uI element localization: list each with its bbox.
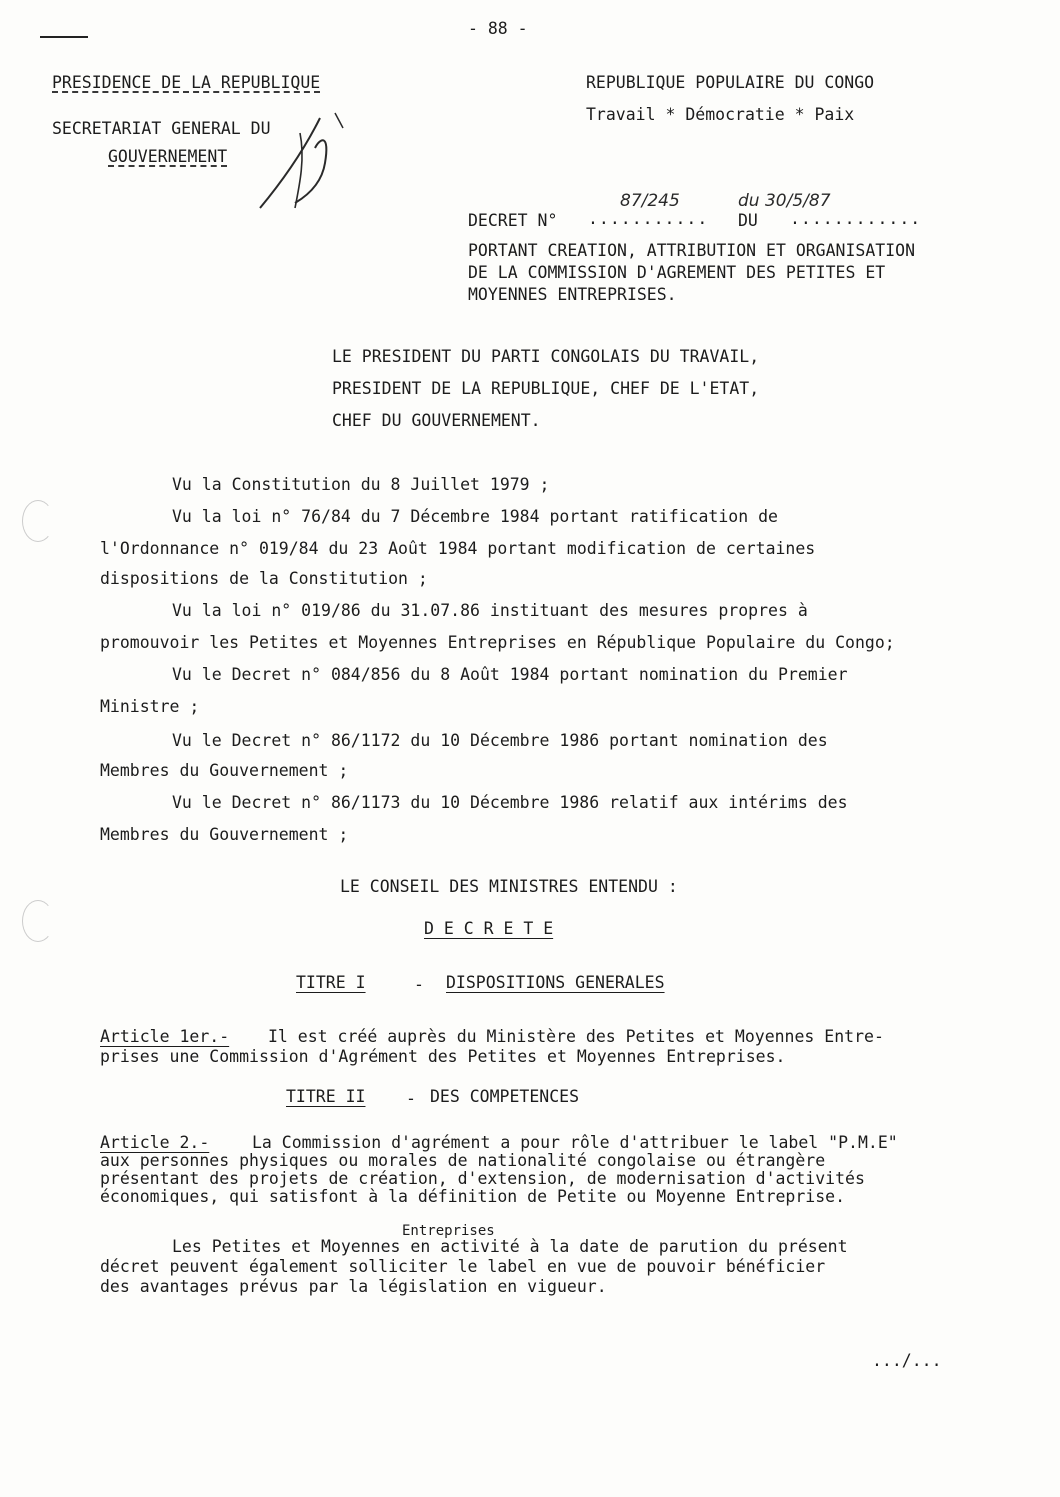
decree-date-handwritten: du 30/5/87: [738, 191, 831, 211]
visa-line: Vu le Decret n° 084/856 du 8 Août 1984 portant nomination du Premier: [172, 665, 848, 684]
page-number: - 88 -: [468, 19, 528, 38]
article2-paragraph-line: décret peuvent également solliciter le label en vue de pouvoir bénéficier: [100, 1257, 826, 1276]
decree-dots-number: ...........: [588, 209, 709, 228]
president-line: PRESIDENT DE LA REPUBLIQUE, CHEF DE L'ETAT,: [332, 379, 760, 398]
visa-line: Ministre ;: [100, 697, 200, 716]
visa-line: Membres du Gouvernement ;: [100, 825, 349, 844]
visa-line: Vu le Decret n° 86/1173 du 10 Décembre 1986 relatif aux intérims des: [172, 793, 848, 812]
header-motto: Travail * Démocratie * Paix: [586, 105, 855, 124]
article2-line: présentant des projets de création, d'extension, de modernisation d'activités: [100, 1169, 865, 1188]
article2-paragraph-line: Les Petites et Moyennes en activité à la date de parution du présent: [172, 1237, 848, 1256]
visa-line: Vu la loi n° 76/84 du 7 Décembre 1984 portant ratification de: [172, 507, 778, 526]
article2-line: économiques, qui satisfont à la définition de Petite ou Moyenne Entreprise.: [100, 1187, 846, 1206]
article2-paragraph-line: des avantages prévus par la législation en vigueur.: [100, 1277, 607, 1296]
titre1-label: TITRE I: [296, 973, 366, 992]
titre2-name: DES COMPETENCES: [430, 1087, 580, 1106]
article2-label: Article 2.-: [100, 1133, 210, 1152]
punch-hole: [22, 900, 54, 942]
continuation-mark: .../...: [872, 1351, 942, 1370]
punch-hole: [22, 500, 54, 542]
titre1-separator: -: [414, 975, 424, 994]
visa-line: l'Ordonnance n° 019/84 du 23 Août 1984 portant modification de certaines: [100, 539, 816, 558]
decree-number-handwritten: 87/245: [620, 191, 680, 211]
article1-label: Article 1er.-: [100, 1027, 230, 1046]
visa-line: Vu le Decret n° 86/1172 du 10 Décembre 1986 portant nomination des: [172, 731, 828, 750]
decree-subject-line: DE LA COMMISSION D'AGREMENT DES PETITES ET: [468, 263, 886, 282]
visa-line: Vu la loi n° 019/86 du 31.07.86 instituant des mesures propres à: [172, 601, 808, 620]
decree-subject-line: MOYENNES ENTREPRISES.: [468, 285, 677, 304]
article1-line: prises une Commission d'Agrément des Petites et Moyennes Entreprises.: [100, 1047, 786, 1066]
council-line: LE CONSEIL DES MINISTRES ENTENDU :: [340, 877, 678, 896]
decree-subject-line: PORTANT CREATION, ATTRIBUTION ET ORGANISATION: [468, 241, 916, 260]
header-secretariat: SECRETARIAT GENERAL DU: [52, 119, 271, 138]
visa-line: promouvoir les Petites et Moyennes Entreprises en République Populaire du Congo;: [100, 633, 895, 652]
titre2-separator: -: [406, 1089, 416, 1108]
margin-mark: [40, 36, 88, 38]
header-republique: REPUBLIQUE POPULAIRE DU CONGO: [586, 73, 875, 92]
visa-line: Membres du Gouvernement ;: [100, 761, 349, 780]
decree-dots-date: ............: [790, 209, 922, 228]
article2-line: La Commission d'agrément a pour rôle d'attribuer le label "P.M.E": [252, 1133, 898, 1152]
president-line: LE PRESIDENT DU PARTI CONGOLAIS DU TRAVAIL,: [332, 347, 760, 366]
header-gouvernement: GOUVERNEMENT: [108, 147, 228, 166]
signature-mark: [245, 108, 355, 218]
titre2-label: TITRE II: [286, 1087, 366, 1106]
article2-line: aux personnes physiques ou morales de nationalité congolaise ou étrangère: [100, 1151, 826, 1170]
decrete-heading: D E C R E T E: [424, 919, 554, 938]
article2-insertion: Entreprises: [402, 1223, 495, 1239]
visa-line: Vu la Constitution du 8 Juillet 1979 ;: [172, 475, 550, 494]
decree-du-label: DU: [738, 211, 758, 230]
titre1-name: DISPOSITIONS GENERALES: [446, 973, 665, 992]
article1-line: Il est créé auprès du Ministère des Petites et Moyennes Entre-: [268, 1027, 884, 1046]
header-presidence: PRESIDENCE DE LA REPUBLIQUE: [52, 73, 321, 92]
president-line: CHEF DU GOUVERNEMENT.: [332, 411, 541, 430]
visa-line: dispositions de la Constitution ;: [100, 569, 428, 588]
decree-label: DECRET N°: [468, 211, 558, 230]
